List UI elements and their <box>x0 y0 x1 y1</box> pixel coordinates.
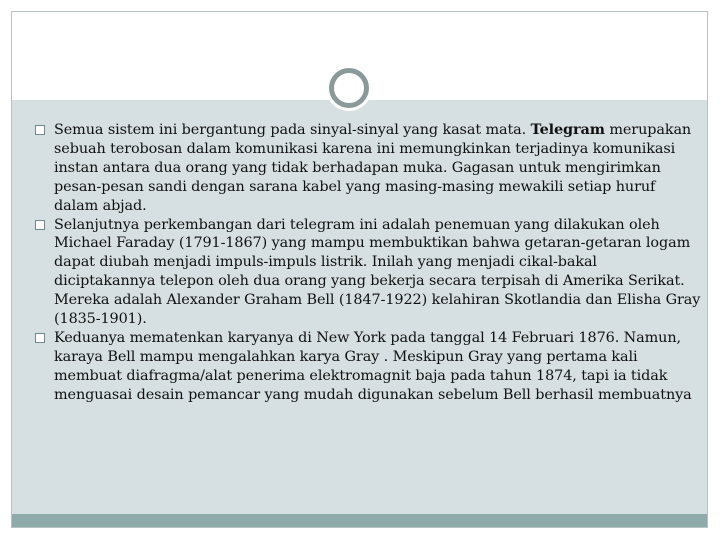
square-bullet-icon <box>35 333 45 343</box>
circle-ornament-icon <box>329 68 369 108</box>
slide-content <box>33 121 701 405</box>
paragraph-1-rest: merupakan sebuah terobosan dalam komunikasi karena ini memungkinkan terjadinya komunikasi instan antara dua orang yang tidak berhadapan muka. Gagasan untuk mengirimkan pesan-pesan sandi dengan sarana kabel yang masing-masing mewakili setiap huruf dalam abjad. <box>54 122 692 214</box>
bullet-paragraph-1 <box>33 121 701 216</box>
bullet-paragraph-3 <box>33 329 701 405</box>
paragraph-1-lead: Semua sistem ini bergantung pada sinyal-sinyal yang kasat mata. <box>54 122 527 138</box>
bullet-paragraph-2 <box>33 216 701 329</box>
slide-footer-band <box>12 514 707 527</box>
paragraph-3-text: Keduanya mematenkan karyanya di New York pada tanggal 14 Februari 1876. Namun, karaya Bell mampu mengalahkan karya Gray . Meskipun Gray yang pertama kali membuat diafragma/alat penerima elektromagnit baja pada tahun 1874, tapi ia tidak menguasai desain pemancar yang mudah digunakan sebelum Bell berhasil membuatnya <box>54 329 692 403</box>
square-bullet-icon <box>35 125 45 135</box>
paragraph-1-bold-term: Telegram <box>530 121 605 138</box>
paragraph-2-text: Selanjutnya perkembangan dari telegram ini adalah penemuan yang dilakukan oleh Michael Faraday (1791-1867) yang mampu membuktikan bahwa getaran-getaran logam dapat diubah menjadi impuls-impuls listrik. Inilah yang menjadi cikal-bakal diciptakannya telepon oleh dua orang yang bekerja secara terpisah di Amerika Serikat. Mereka adalah Alexander Graham Bell (1847-1922) kelahiran Skotlandia dan Elisha Gray (1835-1901). <box>54 216 701 328</box>
square-bullet-icon <box>35 220 45 230</box>
